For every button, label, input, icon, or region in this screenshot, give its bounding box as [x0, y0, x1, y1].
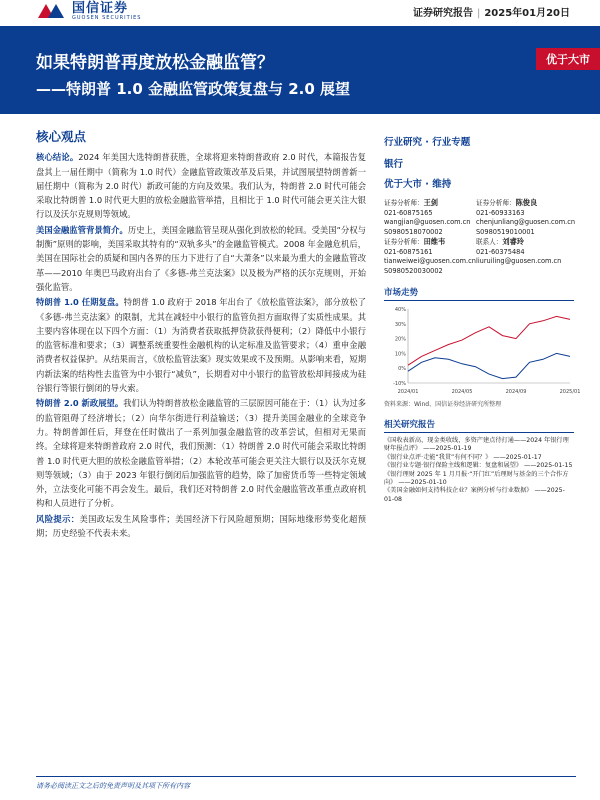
sector-label: 银行	[384, 159, 404, 170]
paragraph-conclusion: 核心结论。2024 年美国大选特朗普获胜，全球将迎来特朗普政府 2.0 时代，本篇报告复盘其上一届任期中（简称为 1.0 时代）金融监管政策改革及后果，并试图展望特朗普新一届任期中（简称为 2.0 时代）新政可能的方向及效果。我们认为，特朗普 2.0 时代可能会采取比特朗普 1.0 时代更大胆的放松金融监管举措，且相比于 1.0 时代可能会更关注大银行以及沃尔克规则等领域。	[36, 152, 366, 220]
sidebar	[384, 134, 581, 504]
x-tick-label: 2024/01	[397, 389, 419, 395]
core-views-section	[36, 130, 366, 541]
related-reports-title: 相关研究报告	[384, 418, 574, 433]
paragraph-trump-2: 特朗普 2.0 新政展望。我们认为特朗普放松金融监管的三层原因可能在于：（1）认为过多的监管阻碍了经济增长；（2）向华尔街进行利益输送；（3）提升美国金融业的全球竞争力。特朗普卸任后，拜登在任时做出了一系列加强金融监管的改革尝试，但相对无果而终。全球将迎来特朗普政府 2.0 时代，我们预测：（1）特朗普 2.0 时代可能会采取比特朗普 1.0 时代更大胆的放松金融监管举措；（2）本轮改革可能会更关注大银行以及沃尔克规则等领域；（3）由于 2023 年银行倒闭后加强监管的趋势，除了加密货币等一些特定领域外，立法变化可能不再会发生。最后，我们还对特朗普 2.0 时代金融监管改革重点政府机构和人员进行了分析。	[36, 398, 366, 509]
report-date: 2025年01月20日	[484, 8, 570, 19]
y-tick-label: 0%	[398, 366, 406, 373]
report-type: 证券研究报告	[412, 8, 473, 19]
series-line-1	[408, 353, 570, 378]
related-reports-list	[384, 437, 574, 504]
x-tick-label: 2024/05	[451, 389, 473, 395]
rating-badge: 优于大市	[536, 48, 600, 70]
analyst-card: 联系人：刘睿玲 021-60375484 liuruiling@guosen.com.cn	[476, 237, 562, 265]
analyst-card: 证券分析师：田维韦 021-60875161 tianweiwei@guosen.com.cn S0980520030002	[384, 237, 476, 275]
logo-text-cn: 国信证券	[72, 0, 129, 16]
trend-chart-svg	[384, 305, 581, 397]
report-title: 如果特朗普再度放松金融监管？	[36, 53, 274, 73]
footer-disclaimer: 请务必阅读正文之后的免责声明及其项下所有内容	[36, 782, 190, 790]
sector-rating: 优于大市 · 维持	[384, 179, 452, 190]
chart-source: 资料来源：Wind、国信证券经济研究所整理	[384, 401, 502, 408]
logo-text-en: GUOSEN SECURITIES	[72, 14, 142, 21]
y-tick-label: 20%	[394, 336, 406, 343]
y-tick-label: 40%	[394, 307, 406, 313]
company-logo	[36, 0, 141, 22]
x-tick-label: 2025/01	[559, 389, 581, 395]
footer-divider	[36, 776, 576, 777]
analyst-card: 证券分析师：陈俊良 021-60933163 chenjunliang@guosen.com.cn S0980519010001	[476, 198, 576, 236]
section-heading: 核心观点	[36, 129, 87, 144]
related-report-item[interactable]: 《美国金融如何支持科技企业？案例分析与行业数据》 ——2025-01-08	[384, 487, 565, 503]
paragraph-trump-1: 特朗普 1.0 任期复盘。特朗普 1.0 政府于 2018 年出台了《放松监管法案》，部分放松了《多德-弗兰克法案》的限制，尤其在减轻中小银行的监管负担方面取得了实质性成果。其主要内容体现在以下四个方面：（1）为消费者获取抵押贷款获得便利；（2）降低中小银行的监管标准和要求；（3）调整系统重要性金融机构的认定标准及监管要求；（4）重申金融消费者权益保护。从结果而言，《放松监管法案》现实效果或不及预期。从影响来看，短期内新法案的结构性去监管为中小银行“减负”，长期看对中小银行的监管放松却间接成为硅谷银行等银行倒闭的导火索。	[36, 297, 366, 394]
y-tick-label: 10%	[394, 351, 406, 358]
industry-label: 行业研究 · 行业专题	[384, 137, 471, 148]
top-bar	[0, 0, 600, 26]
related-report-item[interactable]: 《国收表新高，现金类收线，多资产建点待打通——2024 年银行理财年报点评》 ——2025-01-19	[384, 437, 569, 453]
x-tick-label: 2024/09	[505, 389, 527, 395]
analyst-list	[384, 198, 574, 276]
y-tick-label: -10%	[393, 381, 406, 387]
paragraph-background: 美国金融监管背景简介。历史上，美国金融监管呈现从强化到放松的轮回。受美国“分权与制衡”原则的影响，美国采取其特有的“双轨多头”的金融监管模式。2008 年金融危机后，美国在国际社会的质疑和国内各界的压力下进行了自“大萧条”以来最为重大的金融监管改革——2010 年奥巴马政府出台了《多德-弗兰克法案》以及极为严格的沃尔克规则，开始强化监管。	[36, 224, 366, 292]
paragraph-risk: 风险提示：美国政坛发生风险事件；美国经济下行风险超预期；国际地缘形势变化超预期；历史经验不代表未来。	[36, 513, 366, 539]
related-report-item[interactable]: 《银行业专题·银行保险主线和逻辑：复盘和展望》 ——2025-01-15	[384, 462, 573, 470]
report-meta: 证券研究报告 | 2025年01月20日	[412, 8, 570, 19]
related-report-item[interactable]: 《银行理财 2025 年 1 月月报·“开门红”后理财与基金的三个合作方向》 ——2025-01-10	[384, 470, 569, 487]
related-report-item[interactable]: 《银行业点评·走能“我贯”有何不同？》 ——2025-01-17	[384, 453, 542, 461]
analyst-card: 证券分析师：王剑 021-60875165 wangjian@guosen.com.cn S0980518070002	[384, 198, 471, 236]
guosen-logo-icon	[36, 2, 66, 20]
market-trend-title: 市场走势	[384, 286, 574, 301]
market-trend-chart	[384, 305, 581, 397]
y-tick-label: 30%	[394, 321, 406, 328]
report-subtitle: ——特朗普 1.0 金融监管政策复盘与 2.0 展望	[36, 80, 351, 98]
